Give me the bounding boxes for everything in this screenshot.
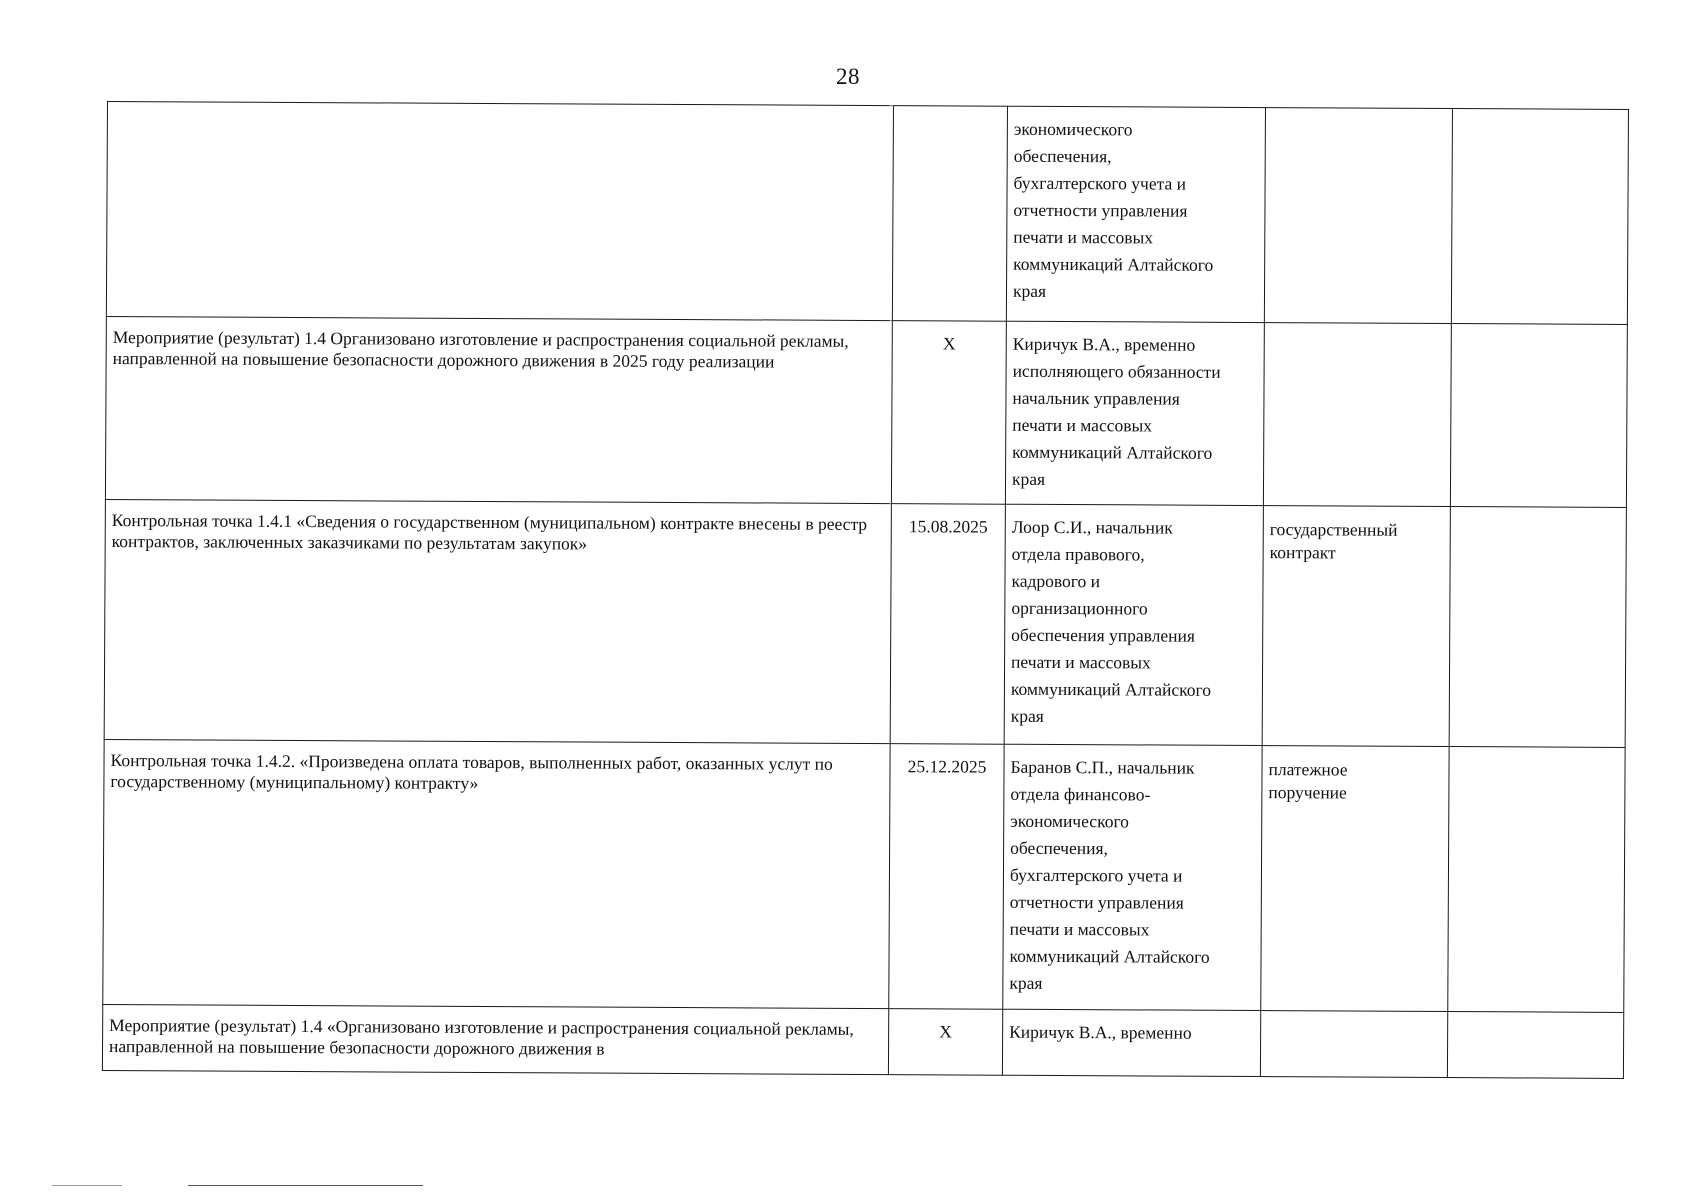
- deadline-cell: 15.08.2025: [890, 504, 1005, 745]
- deadline-cell: X: [891, 321, 1006, 505]
- extra-cell: [1449, 507, 1626, 748]
- table-row: [106, 102, 1628, 325]
- event-name-cell: Контрольная точка 1.4.1 «Сведения о государственном (муниципальном) контракте внесены в реестр контрактов, заключенных заказчиками по результатам закупок»: [104, 499, 891, 743]
- event-name-cell: Мероприятие (результат) 1.4 «Организовано изготовление и распространения социальной рекламы, направленной на повышение безопасности дорожного движения в: [102, 1004, 888, 1074]
- scan-artifact-line: [188, 1185, 423, 1186]
- document-text: платежное поручение: [1268, 759, 1348, 803]
- document-cell: [1264, 108, 1452, 324]
- scan-artifact-line: [52, 1185, 122, 1186]
- responsible-cell: [1004, 504, 1263, 745]
- responsible-text: Киричук В.А., временно: [1009, 1021, 1192, 1043]
- responsible-cell: [1002, 1009, 1260, 1076]
- deadline-cell: X: [888, 1009, 1002, 1076]
- document-cell: [1261, 746, 1449, 1012]
- extra-cell: [1447, 1012, 1623, 1079]
- deadline-cell: 25.12.2025: [889, 744, 1004, 1010]
- event-name-cell: [106, 102, 893, 321]
- extra-cell: [1451, 109, 1628, 325]
- table-row: [105, 316, 1627, 507]
- document-cell: [1262, 506, 1450, 747]
- responsible-text: экономического обеспечения, бухгалтерского учета и отчетности управления печати и массовых коммуникаций Алтайского края: [1012, 118, 1214, 301]
- extra-cell: [1450, 324, 1627, 508]
- responsible-text: Киричук В.А., временно исполняющего обязанности начальник управления печати и массовых коммуникаций Алтайского края: [1011, 333, 1221, 489]
- responsible-cell: [1003, 744, 1262, 1010]
- page-number: 28: [836, 64, 860, 89]
- document-cell: [1263, 323, 1451, 507]
- responsible-cell: [1006, 106, 1265, 322]
- responsible-cell: [1005, 321, 1264, 505]
- event-name-cell: Мероприятие (результат) 1.4 Организовано изготовление и распространения социальной рекламы, направленной на повышение безопасности дорожного движения в 2025 году реализации: [105, 316, 892, 503]
- table-row: [103, 739, 1625, 1012]
- responsible-text: Баранов С.П., начальник отдела финансово- экономического обеспечения, бухгалтерского учета и отчетности управления печати и массовых коммуникаций Алтайского края: [1009, 756, 1210, 993]
- responsible-text: Лоор С.И., начальник отдела правового, кадрового и организационного обеспечения управления печати и массовых коммуникаций Алтайского края: [1010, 516, 1212, 726]
- event-name-cell: Контрольная точка 1.4.2. «Произведена оплата товаров, выполненных работ, оказанных услут по государственному (муниципальному) контракту»: [103, 739, 890, 1008]
- table-row: [102, 1004, 1623, 1078]
- plan-table: [102, 101, 1629, 1079]
- extra-cell: [1448, 747, 1625, 1013]
- deadline-cell: [892, 106, 1007, 322]
- document-cell: [1260, 1011, 1447, 1078]
- document-text: государственный контракт: [1269, 519, 1398, 563]
- table-row: [104, 499, 1626, 747]
